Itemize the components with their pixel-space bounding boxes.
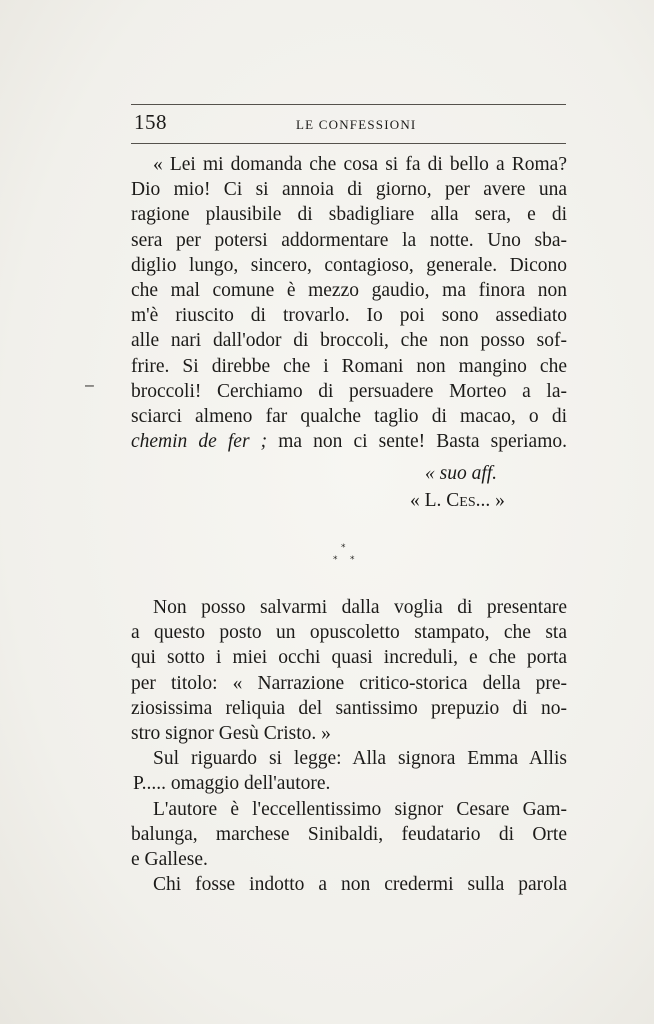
letter-paragraph (131, 152, 567, 454)
text-line: balunga, marchese Sinibaldi, feudatario di Orte (131, 823, 567, 845)
signoff-salutation: « suo aff. (425, 463, 498, 484)
text-line: Dio mio! Ci si annoia di giorno, per avere una (131, 179, 567, 201)
text-line: Chi fosse indotto a non credermi sulla parola (153, 874, 567, 896)
margin-mark: – (85, 377, 94, 394)
asterism-star: * (333, 555, 338, 565)
header-bottom-rule (131, 143, 566, 144)
text-line: diglio lungo, sincero, contagioso, generale. Dicono (131, 254, 567, 276)
signoff-line-1 (425, 463, 497, 485)
running-title: LE CONFESSIONI (296, 117, 417, 132)
text-line: stro signor Gesù Cristo. » (131, 722, 331, 744)
signoff-open: « L. (410, 490, 442, 511)
text-line: che mal comune è mezzo gaudio, ma finora non (131, 279, 567, 301)
text-line-last (131, 429, 567, 454)
page-number: 158 (134, 110, 167, 134)
narrative-paragraphs (131, 595, 567, 897)
text-line: Non posso salvarmi dalla voglia di presentare (153, 597, 567, 618)
text-line: e Gallese. (131, 848, 208, 870)
asterism-star: * (341, 543, 346, 553)
signoff-name: Ces... (446, 490, 491, 511)
page-header (131, 108, 566, 140)
text-line: L'autore è l'eccellentissimo signor Cesare Gam- (153, 798, 567, 820)
text-line: Sul riguardo si legge: Alla signora Emma Allis (153, 748, 567, 770)
text-line: sciarci almeno far qualche taglio di macao, o di (131, 405, 567, 427)
text-line-rest: ma non ci sente! Basta speriamo. (278, 431, 568, 453)
text-line: « Lei mi domanda che cosa si fa di bello a Roma? (153, 154, 567, 175)
asterism-star: * (350, 555, 355, 565)
italic-phrase: chemin de fer ; (131, 431, 268, 453)
text-line: m'è riuscito di trovarlo. Io poi sono assediato (131, 305, 567, 327)
signoff-close: » (495, 490, 505, 511)
header-top-rule (131, 104, 566, 105)
text-line: broccoli! Cerchiamo di persuadere Morteo a la- (131, 380, 567, 402)
asterism-separator (328, 543, 368, 573)
text-line: alle nari dall'odor di broccoli, che non posso sof- (131, 330, 567, 352)
text-line: per titolo: « Narrazione critico-storica della pre- (131, 672, 567, 694)
text-line: ziosissima reliquia del santissimo prepuzio di no- (131, 697, 567, 719)
text-line: a questo posto un opuscoletto stampato, che sta (131, 622, 567, 644)
text-line: frire. Si direbbe che i Romani non mangino che (131, 355, 567, 377)
text-line: P..... omaggio dell'autore. (133, 773, 331, 795)
text-line: sera per potersi addormentare la notte. Uno sba- (131, 229, 567, 251)
text-line: qui sotto i miei occhi quasi increduli, e che porta (131, 647, 567, 669)
text-line: ragione plausibile di sbadigliare alla sera, e di (131, 204, 567, 226)
signoff-line-2 (410, 490, 505, 512)
